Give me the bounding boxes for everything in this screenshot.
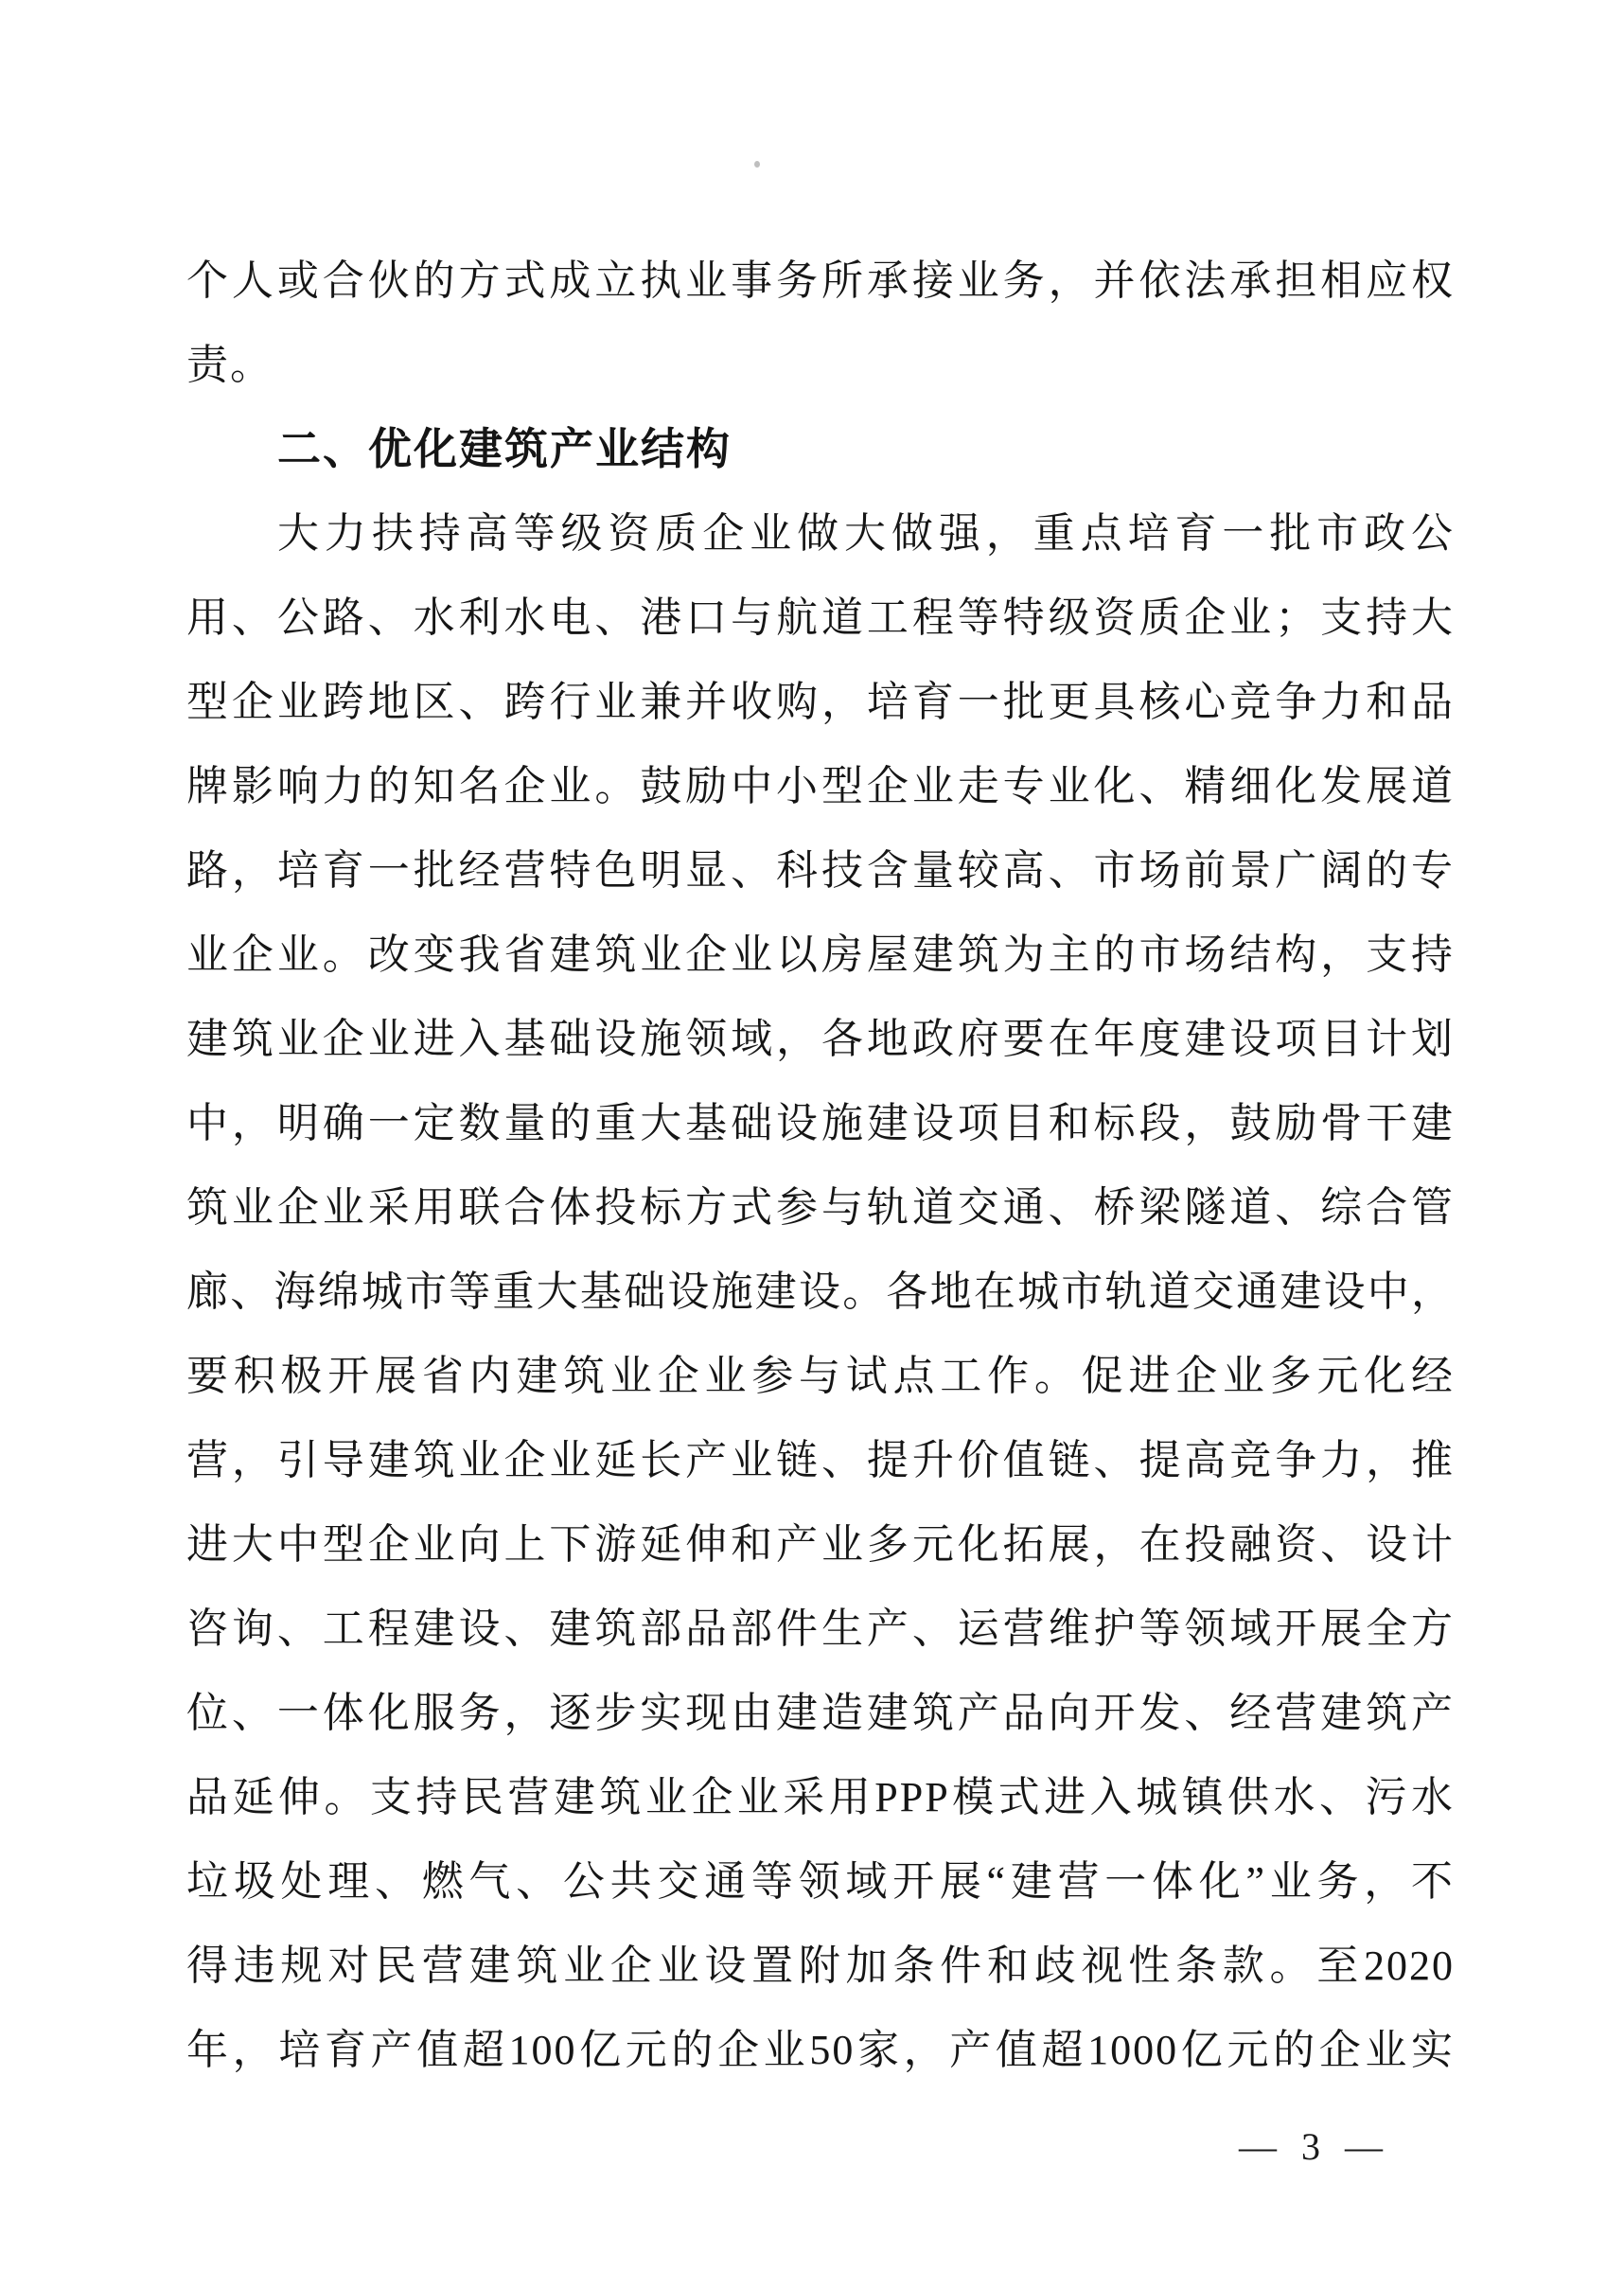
document-body [186,239,1455,2092]
text-line: 责。 [186,342,274,388]
text-line: 中，明确一定数量的重大基础设施建设项目和标段，鼓励骨干建 [186,1100,1455,1146]
text-line: 要积极开展省内建筑业企业参与试点工作。促进企业多元化经 [186,1353,1455,1399]
page-number: — 3 — [1239,2125,1390,2168]
text-line: 个人或合伙的方式成立执业事务所承接业务，并依法承担相应权 [186,257,1455,304]
text-line: 筑业企业采用联合体投标方式参与轨道交通、桥梁隧道、综合管 [186,1184,1455,1231]
text-line: 品延伸。支持民营建筑业企业采用PPP模式进入城镇供水、污水 [186,1774,1455,1820]
text-line: 得违规对民营建筑业企业设置附加条件和歧视性条款。至2020 [186,1943,1455,1989]
text-line: 用、公路、水利水电、港口与航道工程等特级资质企业；支持大 [186,594,1455,641]
text-line: 型企业跨地区、跨行业兼并收购，培育一批更具核心竞争力和品 [186,679,1455,725]
text-line: 大力扶持高等级资质企业做大做强，重点培育一批市政公 [277,510,1455,557]
text-line: 进大中型企业向上下游延伸和产业多元化拓展，在投融资、设计 [186,1521,1455,1568]
text-line: 路，培育一批经营特色明显、科技含量较高、市场前景广阔的专 [186,847,1455,894]
section-heading: 二、优化建筑产业结构 [277,424,732,473]
text-line: 位、一体化服务，逐步实现由建造建筑产品向开发、经营建筑产 [186,1690,1455,1736]
scan-speck [754,161,760,168]
text-line: 业企业。改变我省建筑业企业以房屋建筑为主的市场结构，支持 [186,932,1455,978]
text-line: 牌影响力的知名企业。鼓励中小型企业走专业化、精细化发展道 [186,763,1455,809]
text-line: 廊、海绵城市等重大基础设施建设。各地在城市轨道交通建设中， [186,1269,1455,1315]
text-line: 建筑业企业进入基础设施领域，各地政府要在年度建设项目计划 [186,1016,1455,1062]
text-line: 年，培育产值超100亿元的企业50家，产值超1000亿元的企业实 [186,2027,1455,2073]
text-line: 营，引导建筑业企业延长产业链、提升价值链、提高竞争力，推 [186,1437,1455,1483]
text-line: 垃圾处理、燃气、公共交通等领域开展“建营一体化”业务，不 [186,1858,1455,1905]
text-line: 咨询、工程建设、建筑部品部件生产、运营维护等领域开展全方 [186,1606,1455,1652]
